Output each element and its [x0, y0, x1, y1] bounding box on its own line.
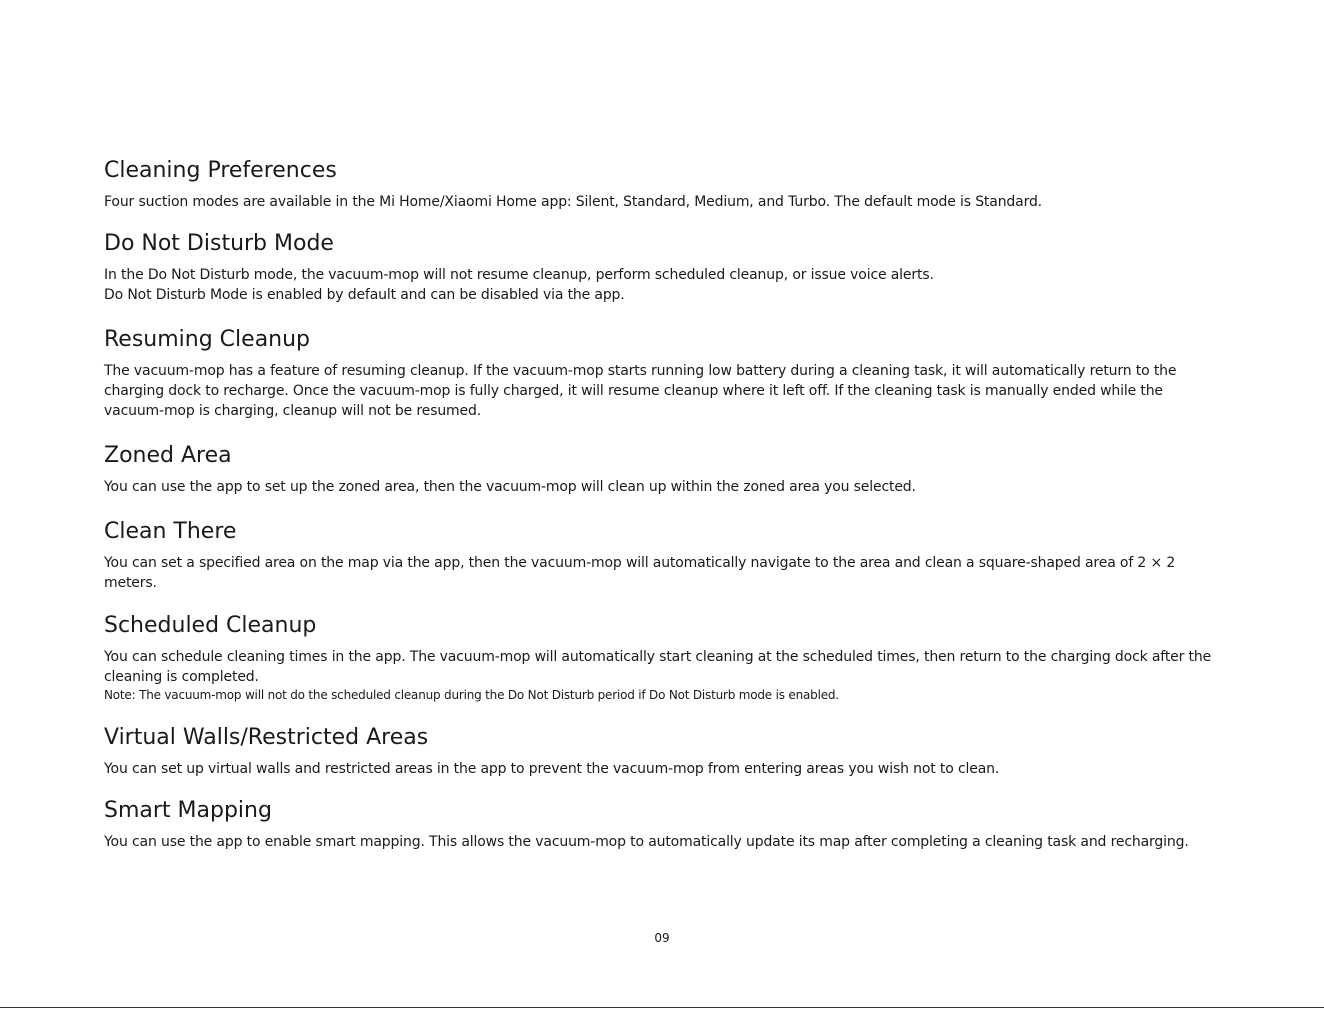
bottom-divider [0, 1007, 1324, 1008]
section-heading: Scheduled Cleanup [104, 613, 317, 638]
section-body: You can set a specified area on the map via the app, then the vacuum-mop will automatically navigate to the area and clean a square-shaped area of 2 × 2 meters. [104, 555, 1176, 591]
section-clean-there [104, 518, 1224, 612]
section-body: In the Do Not Disturb mode, the vacuum-mop will not resume cleanup, perform scheduled cleanup, or issue voice alerts. [104, 267, 934, 283]
page-number: 09 [654, 931, 670, 945]
section-body: You can schedule cleaning times in the app. The vacuum-mop will automatically start cleaning at the scheduled times, then return to the charging dock after the cleaning is completed. [104, 649, 1212, 685]
section-body: You can use the app to enable smart mapping. This allows the vacuum-mop to automatically update its map after completing a cleaning task and recharging. [104, 834, 1189, 850]
section-heading: Cleaning Preferences [104, 158, 337, 183]
section-note: Note: The vacuum-mop will not do the scheduled cleanup during the Do Not Disturb period if Do Not Disturb mode is enabled. [104, 688, 839, 702]
manual-page-content [104, 157, 1224, 887]
section-body: Do Not Disturb Mode is enabled by default and can be disabled via the app. [104, 287, 625, 303]
section-heading: Zoned Area [104, 443, 232, 468]
section-body: The vacuum-mop has a feature of resuming cleanup. If the vacuum-mop starts running low battery during a cleaning task, it will automatically return to the charging dock to recharge. Once the vacuum-mop is fully charged, it will resume cleanup where it left off. If the cleaning task is manually ended while the vacuum-mop is charging, cleanup will not be resumed. [104, 363, 1177, 419]
section-heading: Do Not Disturb Mode [104, 231, 334, 256]
section-body: Four suction modes are available in the Mi Home/Xiaomi Home app: Silent, Standard, Medium, and Turbo. The default mode is Standard. [104, 194, 1042, 210]
section-heading: Smart Mapping [104, 798, 272, 823]
section-body: You can use the app to set up the zoned area, then the vacuum-mop will clean up within the zoned area you selected. [104, 479, 916, 495]
section-zoned-area [104, 442, 1224, 518]
section-do-not-disturb [104, 230, 1224, 326]
section-scheduled-cleanup [104, 612, 1224, 724]
section-heading: Resuming Cleanup [104, 327, 311, 352]
section-cleaning-preferences [104, 157, 1224, 230]
section-heading: Virtual Walls/Restricted Areas [104, 725, 429, 750]
section-heading: Clean There [104, 519, 237, 544]
section-smart-mapping [104, 797, 1224, 887]
section-virtual-walls [104, 724, 1224, 797]
section-body: You can set up virtual walls and restricted areas in the app to prevent the vacuum-mop from entering areas you wish not to clean. [104, 761, 1000, 777]
section-resuming-cleanup [104, 326, 1224, 442]
